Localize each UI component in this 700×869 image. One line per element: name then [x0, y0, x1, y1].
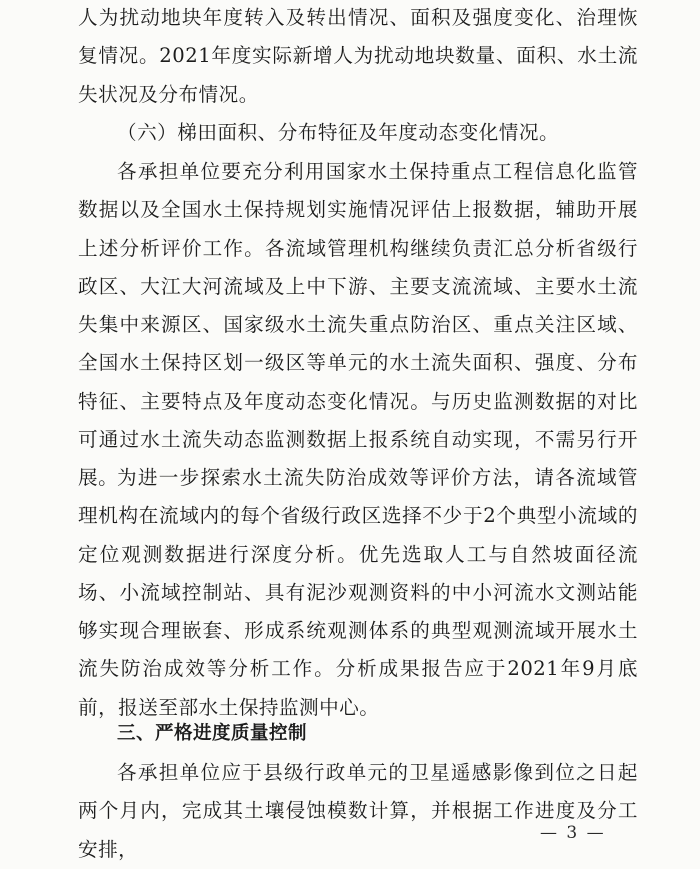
- subheading-terrace-area: （六）梯田面积、分布特征及年度动态变化情况。: [117, 121, 560, 144]
- paragraph-disturbed-land: 人为扰动地块年度转入及转出情况、面积及强度变化、治理恢复情况。2021年度实际新增人为扰动地块数量、面积、水土流失状况及分布情况。: [78, 6, 638, 106]
- section-heading-quality-control: 三、严格进度质量控制: [117, 723, 308, 744]
- paragraph-exploration: 为进一步探索水土流失防治成效等评价方法，请各流域管理机构在流域内的每个省级行政区选择不少于2个典型小流域的定位观测数据进行深度分析。优先选取人工与自然坡面径流场、小流域控制站、具有泥沙观测资料的中小河流水文测站能够实现合理嵌套、形成系统观测体系的典型观测流域开展水土流失防治成效等分析工作。分析成果报告应于2021年9月底前，报送至部水土保持监测中心。: [78, 466, 638, 719]
- paragraph-quality-control: 各承担单位应于县级行政单元的卫星遥感影像到位之日起两个月内，完成其土壤侵蚀模数计算，并根据工作进度及分工安排，: [78, 761, 638, 861]
- paragraph-data-usage: 各承担单位要充分利用国家水土保持重点工程信息化监管数据以及全国水土保持规划实施情况评估上报数据，辅助开展上述分析评价工作。各流域管理机构继续负责汇总分析省级行政区、大江大河流域及上中下游、主要支流流域、主要水土流失集中来源区、国家级水土流失重点防治区、重点关注区域、全国水土保持区划一级区等单元的水土流失面积、强度、分布特征、主要特点及年度动态变化情况。与历史监测数据的对比可通过水土流失动态监测数据上报系统自动实现，不需另行开展。: [78, 160, 638, 490]
- page-number: — 3 —: [540, 823, 606, 843]
